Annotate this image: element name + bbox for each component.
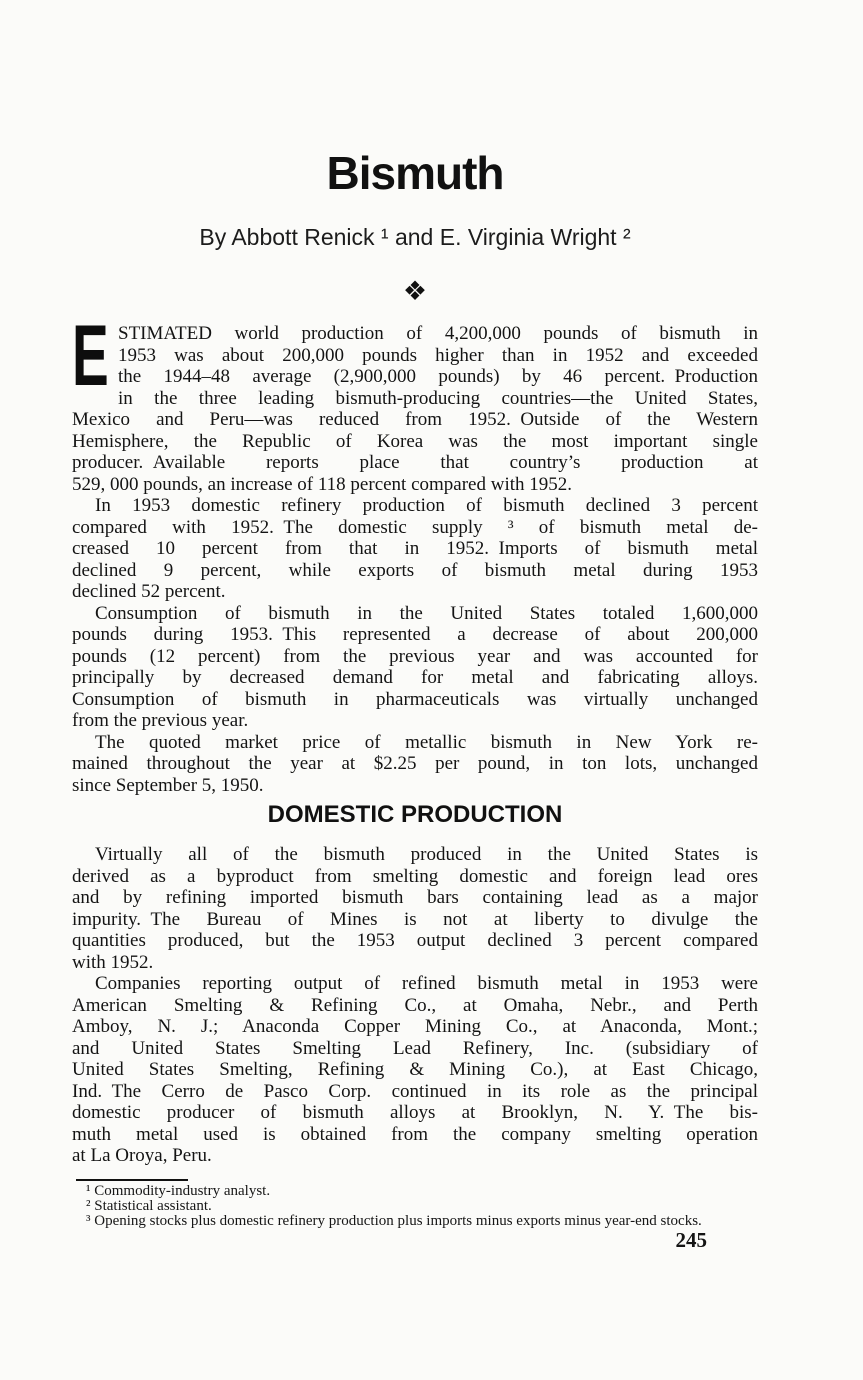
text-column bbox=[72, 0, 758, 1229]
paragraph-intro bbox=[72, 308, 758, 495]
paragraph-refinery bbox=[72, 495, 758, 603]
footnote: ¹ Commodity-industry analyst. bbox=[86, 1182, 271, 1199]
text-line: Consumption of bismuth in the United States totaled 1,600,000 bbox=[95, 602, 758, 624]
text-line: Mexico and Peru—was reduced from 1952. Outside of the Western bbox=[72, 409, 758, 430]
text-line: principally by decreased demand for metal and fabricating alloys. bbox=[72, 667, 758, 688]
diamond-ornament-icon: ❖ bbox=[402, 276, 428, 306]
page-title: Bismuth bbox=[326, 147, 504, 199]
text-line: Consumption of bismuth in pharmaceuticals was virtually unchanged bbox=[72, 688, 758, 710]
text-line: derived as a byproduct from smelting domestic and foreign lead ores bbox=[72, 865, 758, 887]
drop-cap-letter: E bbox=[72, 308, 109, 404]
text-line: domestic producer of bismuth alloys at Brooklyn, N. Y. The bis- bbox=[72, 1102, 758, 1123]
text-line: the 1944–48 average (2,900,000 pounds) by 46 percent. Production bbox=[118, 366, 758, 387]
text-line: impurity. The Bureau of Mines is not at liberty to divulge the bbox=[72, 908, 758, 930]
footnote: ² Statistical assistant. bbox=[86, 1197, 212, 1214]
text-line: creased 10 percent from that in 1952. Imports of bismuth metal bbox=[72, 538, 758, 559]
text-line: and by refining imported bismuth bars containing lead as a major bbox=[72, 887, 758, 908]
text-line: declined 52 percent. bbox=[72, 581, 226, 602]
paragraph-companies bbox=[72, 973, 758, 1167]
text-line: pounds during 1953. This represented a decrease of about 200,000 bbox=[72, 624, 758, 645]
footnote: ³ Opening stocks plus domestic refinery production plus imports minus exports minus year-end stocks. bbox=[86, 1212, 702, 1229]
footnotes-block bbox=[72, 1184, 758, 1229]
paragraph-consumption bbox=[72, 603, 758, 732]
text-line: 529, 000 pounds, an increase of 118 percent compared with 1952. bbox=[72, 473, 573, 495]
text-line: at La Oroya, Peru. bbox=[72, 1145, 212, 1166]
footnote-divider bbox=[76, 1179, 188, 1181]
text-line: Amboy, N. J.; Anaconda Copper Mining Co., at Anaconda, Mont.; bbox=[72, 1016, 758, 1037]
text-line: The quoted market price of metallic bismuth in New York re- bbox=[95, 731, 758, 753]
text-line: United States Smelting, Refining & Mining Co.), at East Chicago, bbox=[72, 1059, 758, 1080]
text-line: Hemisphere, the Republic of Korea was the most important single bbox=[72, 430, 758, 452]
paragraph-byproduct bbox=[72, 844, 758, 973]
text-line: compared with 1952. The domestic supply ³ of bismuth metal de- bbox=[72, 516, 758, 538]
text-line: and United States Smelting Lead Refinery, Inc. (subsidiary of bbox=[72, 1037, 758, 1059]
text-line: Ind. The Cerro de Pasco Corp. continued in its role as the principal bbox=[72, 1080, 758, 1102]
text-line: quantities produced, but the 1953 output declined 3 percent compared bbox=[72, 930, 758, 951]
text-line: mained throughout the year at $2.25 per pound, in ton lots, unchanged bbox=[72, 753, 758, 774]
text-line: In 1953 domestic refinery production of bismuth declined 3 percent bbox=[95, 495, 758, 516]
text-line: producer. Available reports place that country’s production at bbox=[72, 452, 758, 473]
text-line: from the previous year. bbox=[72, 710, 249, 731]
text-line: 1953 was about 200,000 pounds higher than in 1952 and exceeded bbox=[118, 344, 758, 366]
page-number: 245 bbox=[675, 1228, 707, 1252]
section-heading-domestic-production: DOMESTIC PRODUCTION bbox=[267, 801, 563, 828]
article-body bbox=[72, 308, 758, 1167]
text-line: STIMATED world production of 4,200,000 pounds of bismuth in bbox=[118, 323, 758, 344]
text-line: with 1952. bbox=[72, 951, 154, 973]
text-line: pounds (12 percent) from the previous year and was accounted for bbox=[72, 645, 758, 667]
text-line: American Smelting & Refining Co., at Omaha, Nebr., and Perth bbox=[72, 994, 758, 1016]
paragraph-price bbox=[72, 732, 758, 797]
text-line: muth metal used is obtained from the company smelting operation bbox=[72, 1123, 758, 1145]
text-line: since September 5, 1950. bbox=[72, 774, 264, 796]
text-line: Companies reporting output of refined bismuth metal in 1953 were bbox=[95, 973, 758, 994]
text-line: declined 9 percent, while exports of bismuth metal during 1953 bbox=[72, 559, 758, 581]
text-line: Virtually all of the bismuth produced in the United States is bbox=[95, 844, 758, 865]
text-line: in the three leading bismuth-producing countries—the United States, bbox=[118, 387, 758, 409]
byline: By Abbott Renick ¹ and E. Virginia Wright ² bbox=[199, 224, 631, 250]
